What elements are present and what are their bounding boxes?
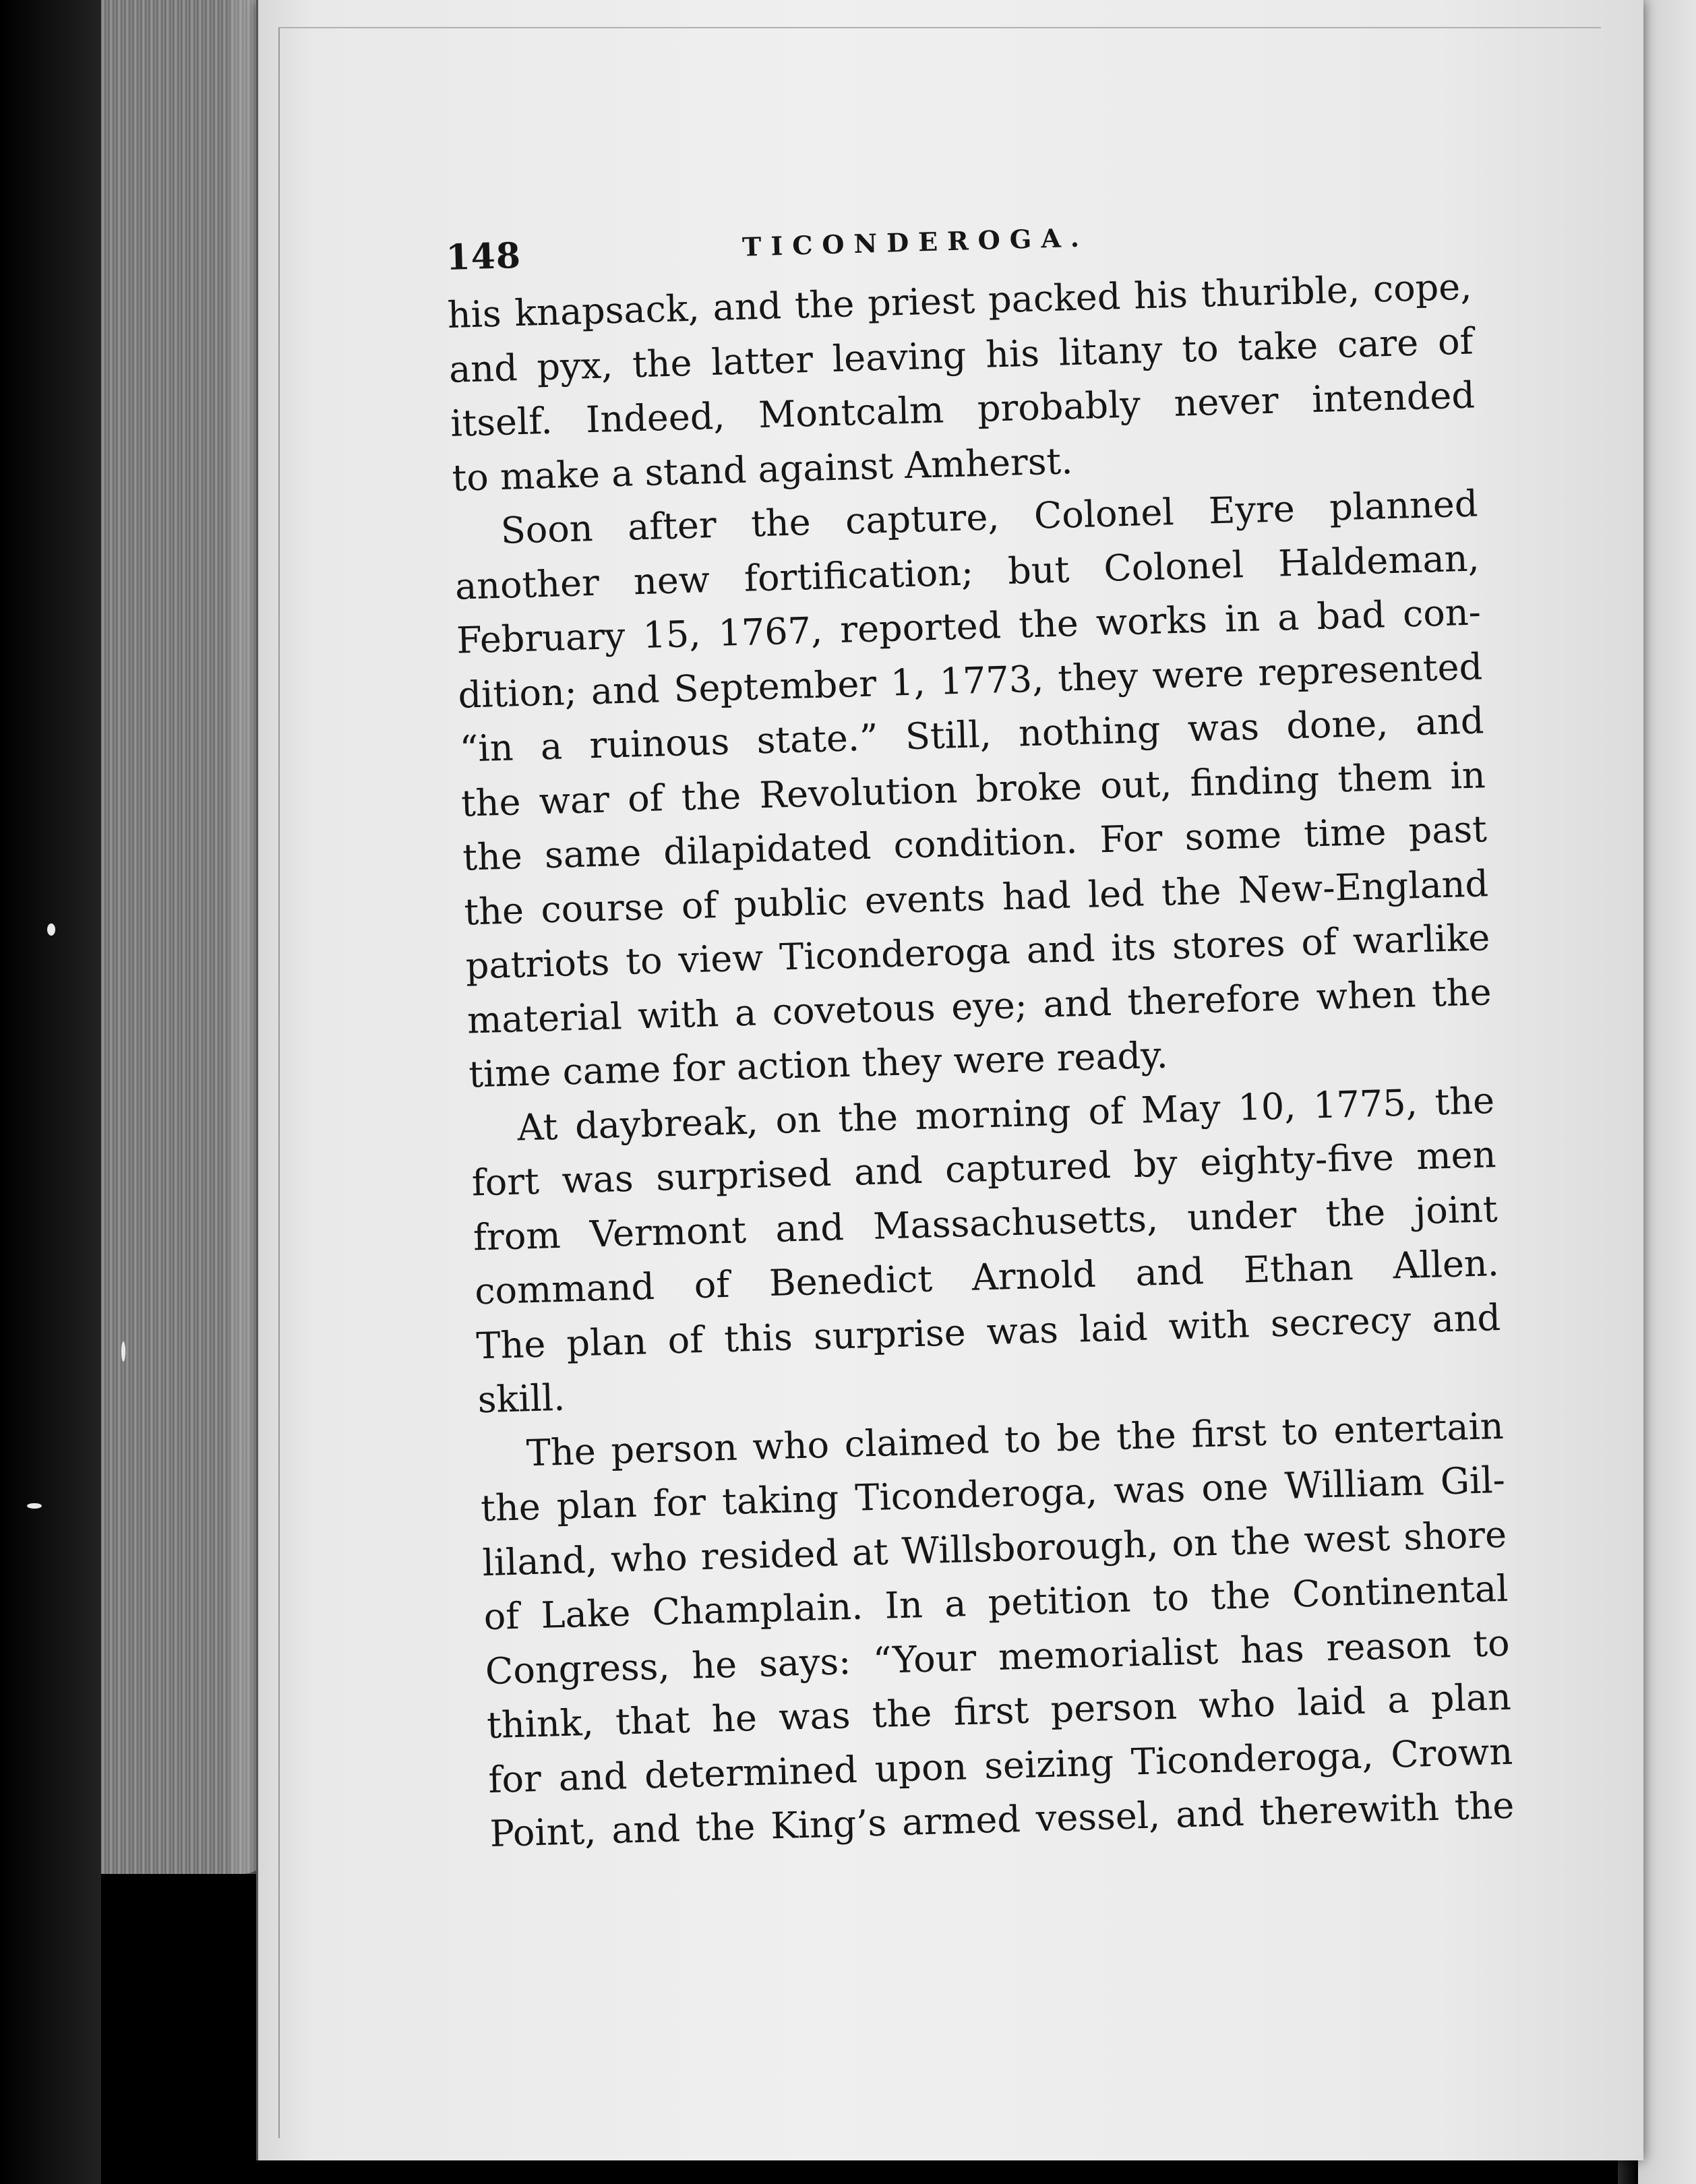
- text-line: the plan for taking Ticonderoga, was one William Gil-: [480, 1458, 1506, 1530]
- text-line: fort was surprised and captured by eighty-five men: [471, 1133, 1497, 1205]
- text-line: patriots to view Ticonderoga and its stores of warlike: [464, 916, 1491, 988]
- paragraph-1: [447, 260, 1477, 506]
- page-number: 148: [445, 235, 522, 278]
- paragraph-4: [479, 1399, 1515, 1861]
- text-line: At daybreak, on the morning of May 10, 1775, the: [516, 1079, 1495, 1149]
- text-line: think, that he was the first person who laid a plan: [486, 1675, 1512, 1747]
- text-line: “in a ruinous state.” Still, nothing was done, and: [458, 699, 1485, 770]
- text-line: skill.: [477, 1376, 566, 1422]
- text-line: material with a covetous eye; and therefore when the: [466, 970, 1492, 1042]
- text-line: to make a stand against Amherst.: [451, 439, 1074, 499]
- text-line: the course of public events had led the New-England: [463, 861, 1489, 934]
- text-line: his knapsack, and the priest packed his thurible, cope,: [446, 265, 1473, 336]
- text-line: the war of the Revolution broke out, finding them in: [460, 753, 1486, 825]
- text-line: liland, who resided at Willsborough, on the west shore: [481, 1513, 1507, 1584]
- text-line: of Lake Champlain. In a petition to the Continental: [483, 1567, 1509, 1639]
- scan-speck: [121, 1341, 125, 1362]
- stacked-page-edges: [101, 0, 270, 1874]
- text-line: dition; and September 1, 1773, they were represented: [457, 644, 1483, 717]
- text-line: Congress, he says: “Your memorialist has reason to: [485, 1621, 1511, 1693]
- text-line: Point, and the King’s armed vessel, and therewith the: [489, 1784, 1515, 1856]
- paragraph-3: [469, 1074, 1503, 1428]
- text-line: command of Benedict Arnold and Ethan Allen.: [474, 1241, 1500, 1313]
- scan-speck: [47, 923, 55, 936]
- text-line: February 15, 1767, reported the works in a bad con-: [456, 590, 1482, 662]
- text-line: another new fortification; but Colonel Haldeman,: [454, 536, 1480, 608]
- body-text: [447, 260, 1515, 1862]
- paragraph-2: [453, 477, 1494, 1102]
- text-line: for and determined upon seizing Ticonderoga, Crown: [487, 1730, 1513, 1801]
- text-line: Soon after the capture, Colonel Eyre planned: [499, 482, 1479, 552]
- text-line: and pyx, the latter leaving his litany to take care of: [448, 319, 1474, 391]
- scan-left-margin: [0, 0, 101, 2184]
- text-line: The plan of this surprise was laid with secrecy and: [475, 1296, 1501, 1367]
- page-text-block: [445, 194, 1515, 1862]
- facing-page-edge: [1638, 0, 1696, 2184]
- scan-speck: [27, 1503, 42, 1509]
- running-title: TICONDEROGA.: [741, 222, 1089, 262]
- text-line: time came for action they were ready.: [468, 1033, 1169, 1096]
- text-line: The person who claimed to be the first to entertain: [526, 1404, 1505, 1474]
- text-line: itself. Indeed, Montcalm probably never intended: [450, 373, 1476, 445]
- text-line: from Vermont and Massachusetts, under the joint: [473, 1187, 1498, 1258]
- text-line: the same dilapidated condition. For some time past: [462, 808, 1488, 879]
